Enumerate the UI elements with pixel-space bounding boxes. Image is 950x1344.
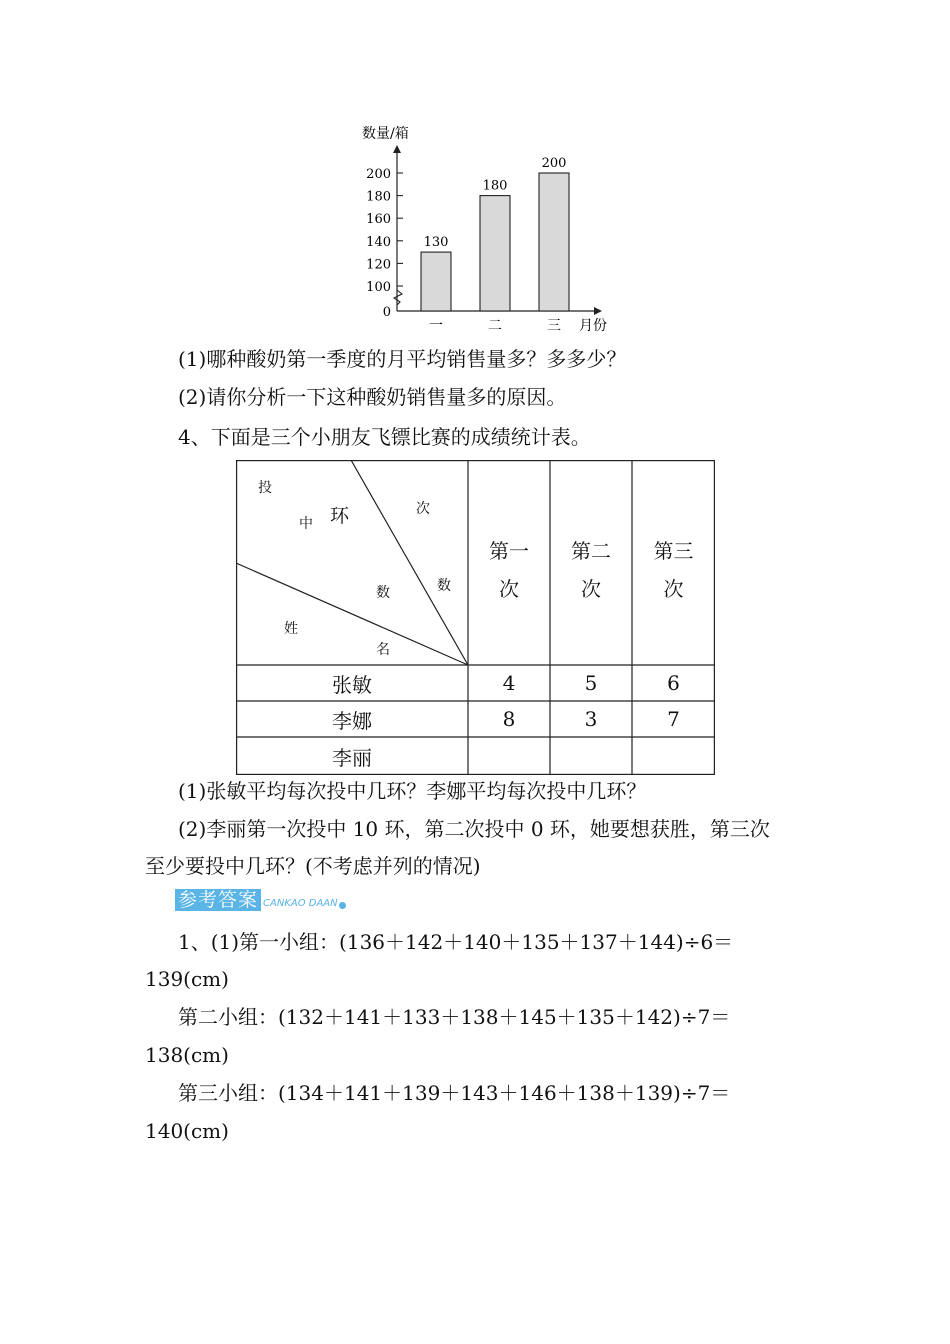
y-tick-label: 100 <box>366 280 391 295</box>
score-cell-empty <box>468 737 550 775</box>
y-tick-label: 0 <box>382 305 391 320</box>
header-third <box>632 520 715 620</box>
question-3-2: (2)请你分析一下这种酸奶销售量多的原因。 <box>178 385 567 409</box>
bar <box>480 196 510 311</box>
x-tick-label: 一 <box>429 318 443 334</box>
corner-label-ming: 名 <box>376 642 390 658</box>
x-tick-label: 二 <box>488 318 502 334</box>
header-first-line2: 次 <box>499 577 519 601</box>
answer-banner <box>175 889 346 911</box>
darts-score-table <box>236 460 715 775</box>
header-third-line2: 次 <box>663 577 684 601</box>
header-second-line1: 第二 <box>571 539 611 563</box>
bar <box>421 252 451 311</box>
header-second <box>550 520 632 620</box>
row-name: 李娜 <box>332 708 372 733</box>
corner-label-xing: 姓 <box>284 621 298 637</box>
x-axis-arrow <box>594 307 602 315</box>
header-second-line2: 次 <box>581 577 601 601</box>
bar-value-label: 130 <box>423 235 449 251</box>
answer-2-line1: 第二小组：(132＋141＋133＋138＋145＋135＋142)÷7＝ <box>178 1005 731 1029</box>
x-tick-label: 三 <box>547 318 561 334</box>
score-cell: 4 <box>502 671 516 695</box>
header-first-line1: 第一 <box>489 539 529 563</box>
answer-banner-title: 参考答案 <box>175 889 261 911</box>
y-tick-label: 200 <box>366 167 391 182</box>
question-4-intro: 4、下面是三个小朋友飞镖比赛的成绩统计表。 <box>178 425 591 449</box>
y-tick-label: 120 <box>366 257 391 273</box>
row-name: 李丽 <box>332 745 372 770</box>
answer-3-line1: 第三小组：(134＋141＋139＋143＋146＋138＋139)÷7＝ <box>178 1081 731 1105</box>
y-axis-label: 数量/箱 <box>362 126 409 142</box>
question-4-2-line2: 至少要投中几环？(不考虑并列的情况) <box>145 854 481 878</box>
corner-label-zhong: 中 <box>299 516 313 532</box>
score-cell: 8 <box>502 707 516 731</box>
score-cell: 3 <box>584 707 598 731</box>
y-tick-label: 180 <box>366 189 391 205</box>
row-name: 张敏 <box>332 672 372 697</box>
x-axis-label: 月份 <box>579 318 607 334</box>
corner-label-huan: 环 <box>330 505 350 527</box>
question-4-2-line1: (2)李丽第一次投中 10 环，第二次投中 0 环，她要想获胜，第三次 <box>178 817 770 841</box>
answer-1-line1: 1、(1)第一小组：(136＋142＋140＋135＋137＋144)÷6＝ <box>178 930 734 954</box>
header-first <box>468 520 550 620</box>
bar-value-label: 200 <box>541 156 567 171</box>
corner-label-shu1: 数 <box>376 585 390 601</box>
answer-1-line2: 139(cm) <box>145 967 229 991</box>
question-4-1: (1)张敏平均每次投中几环？李娜平均每次投中几环？ <box>178 779 647 803</box>
bar-chart <box>340 118 630 338</box>
answer-2-line2: 138(cm) <box>145 1043 229 1067</box>
axis-break <box>394 290 402 305</box>
drop-icon <box>339 902 346 909</box>
score-cell: 5 <box>584 671 598 695</box>
question-3-1: (1)哪种酸奶第一季度的月平均销售量多？多多少？ <box>178 347 627 371</box>
corner-label-ci: 次 <box>416 501 430 517</box>
header-third-line1: 第三 <box>653 539 694 563</box>
score-cell: 7 <box>667 707 680 731</box>
answer-3-line2: 140(cm) <box>145 1119 229 1143</box>
score-cell: 6 <box>667 671 680 695</box>
y-tick-label: 160 <box>366 212 391 228</box>
score-cell-empty <box>632 737 715 775</box>
bar <box>539 173 569 311</box>
corner-label-tou: 投 <box>258 480 272 496</box>
bar-value-label: 180 <box>482 178 508 194</box>
y-axis-arrow <box>393 145 401 153</box>
corner-label-shu2: 数 <box>437 578 451 594</box>
y-tick-label: 140 <box>366 234 391 250</box>
score-cell-empty <box>550 737 632 775</box>
answer-banner-pinyin: CANKAO DAAN <box>263 898 338 909</box>
